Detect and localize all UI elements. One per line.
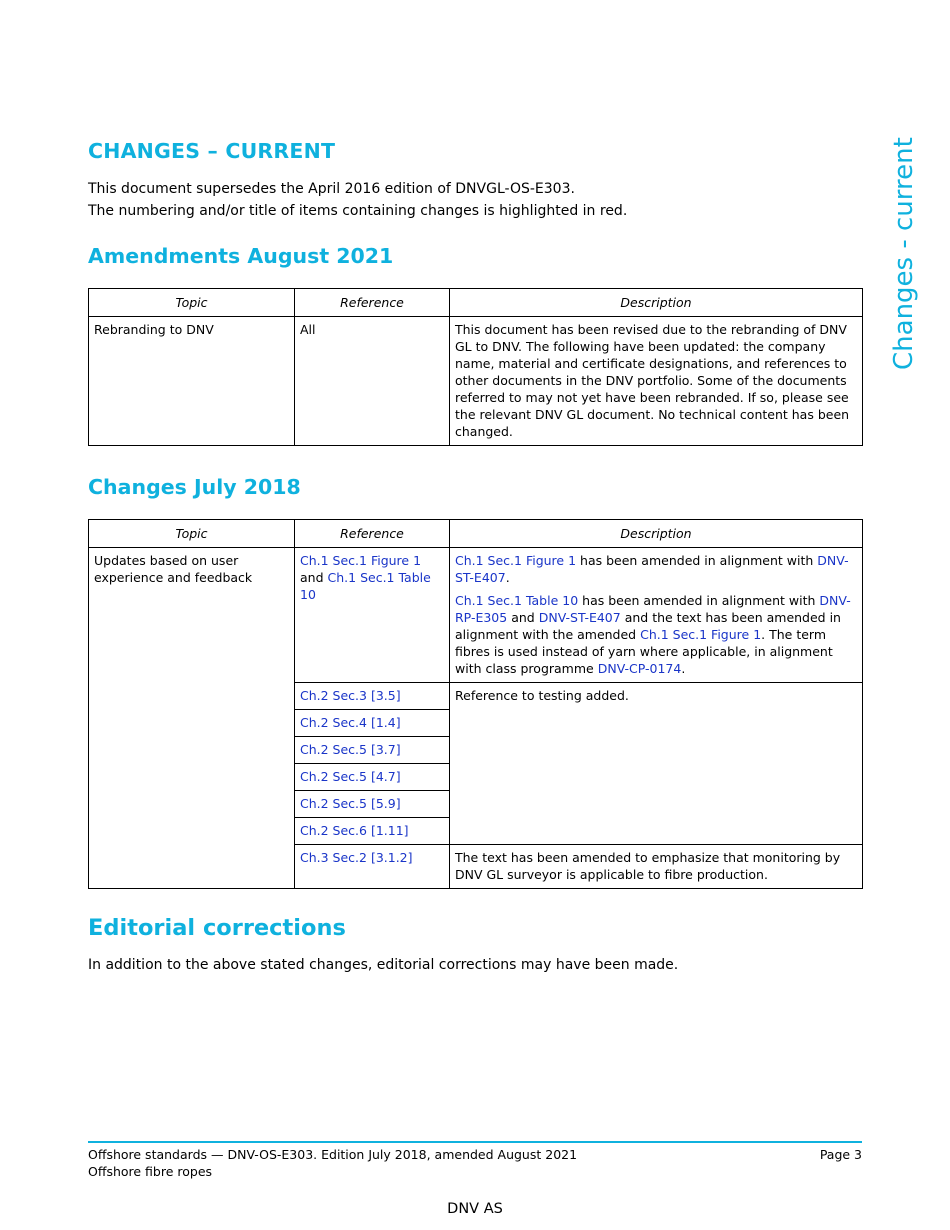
footer-document-subtitle: Offshore fibre ropes [88, 1164, 213, 1179]
footer-document-title: Offshore standards — DNV-OS-E303. Edition July 2018, amended August 2021 [88, 1147, 578, 1162]
amendments-heading: Amendments August 2021 [88, 244, 394, 268]
desc-link-figure-1[interactable]: Ch.1 Sec.1 Figure 1 [640, 627, 762, 642]
changes-heading: Changes July 2018 [88, 475, 301, 499]
ref-link[interactable]: Ch.2 Sec.5 [5.9] [300, 796, 401, 811]
editorial-heading: Editorial corrections [88, 915, 346, 941]
desc-link-dnv-st-e407[interactable]: DNV-ST-E407 [538, 610, 621, 625]
cell-description [450, 548, 863, 683]
ref-link[interactable]: Ch.2 Sec.6 [1.11] [300, 823, 409, 838]
header-topic: Topic [89, 520, 295, 548]
page-footer [88, 1146, 862, 1180]
description-paragraph-2: Ch.1 Sec.1 Table 10 has been amended in alignment with DNV-RP-E305 and DNV-ST-E407 and the text has been amended in alignment with the amended Ch.1 Sec.1 Figure 1. The term fibres is used instead of yarn where applicable, in alignment with class programme DNV-CP-0174. [455, 593, 851, 676]
desc-link-table-10[interactable]: Ch.1 Sec.1 Table 10 [455, 593, 579, 608]
editorial-text: In addition to the above stated changes, editorial corrections may have been made. [88, 957, 679, 973]
page-number: Page 3 [819, 1147, 862, 1162]
ref-link-figure-1[interactable]: Ch.1 Sec.1 Figure 1 [300, 553, 422, 568]
table-row [89, 548, 863, 683]
cell-reference [295, 737, 450, 764]
cell-reference [295, 818, 450, 845]
cell-reference: All [295, 317, 450, 446]
desc-link-dnv-cp-0174[interactable]: DNV-CP-0174 [597, 661, 682, 676]
cell-topic: Updates based on user experience and feedback [89, 548, 295, 889]
intro-text [88, 178, 627, 222]
cell-description: Reference to testing added. [450, 683, 863, 845]
description-paragraph-1: Ch.1 Sec.1 Figure 1 has been amended in alignment with DNV-ST-E407. [455, 553, 849, 585]
intro-line-2: The numbering and/or title of items containing changes is highlighted in red. [88, 203, 628, 219]
cell-reference [295, 710, 450, 737]
ref-link[interactable]: Ch.2 Sec.5 [4.7] [300, 769, 401, 784]
footer-divider [88, 1141, 862, 1143]
header-description: Description [450, 520, 863, 548]
table-header-row [89, 289, 863, 317]
cell-reference: Ch.1 Sec.1 Figure 1 and Ch.1 Sec.1 Table 10 [295, 548, 450, 683]
header-reference: Reference [295, 520, 450, 548]
cell-description: The text has been amended to emphasize that monitoring by DNV GL surveyor is applicable to fibre production. [450, 845, 863, 889]
side-section-title: Changes - current [889, 137, 919, 370]
intro-line-1: This document supersedes the April 2016 edition of DNVGL-OS-E303. [88, 181, 575, 197]
changes-table [88, 519, 863, 889]
ref-link-table-10[interactable]: Ch.1 Sec.1 Table 10 [300, 570, 431, 602]
company-name: DNV AS [447, 1201, 503, 1217]
ref-link[interactable]: Ch.2 Sec.3 [3.5] [300, 688, 401, 703]
desc-link-dnv-rp-e305[interactable]: DNV-RP-E305 [455, 593, 851, 625]
desc-link-figure-1[interactable]: Ch.1 Sec.1 Figure 1 [455, 553, 577, 568]
desc-link-dnv-st-e407[interactable]: DNV-ST-E407 [455, 553, 849, 585]
ref-link[interactable]: Ch.3 Sec.2 [3.1.2] [300, 850, 413, 865]
table-header-row [89, 520, 863, 548]
cell-reference [295, 845, 450, 889]
ref-link[interactable]: Ch.2 Sec.4 [1.4] [300, 715, 401, 730]
header-description: Description [450, 289, 863, 317]
cell-reference [295, 791, 450, 818]
header-reference: Reference [295, 289, 450, 317]
cell-reference [295, 683, 450, 710]
header-topic: Topic [89, 289, 295, 317]
cell-reference [295, 764, 450, 791]
cell-description: This document has been revised due to the rebranding of DNV GL to DNV. The following have been updated: the company name, material and certificate designations, and references to other documents in the DNV portfolio. Some of the documents referred to may not yet have been rebranded. If so, please see the relevant DNV GL document. No technical content has been changed. [450, 317, 863, 446]
ref-link[interactable]: Ch.2 Sec.5 [3.7] [300, 742, 401, 757]
page-title: CHANGES – CURRENT [88, 139, 336, 163]
table-row [89, 317, 863, 446]
amendments-table [88, 288, 863, 446]
cell-topic: Rebranding to DNV [89, 317, 295, 446]
